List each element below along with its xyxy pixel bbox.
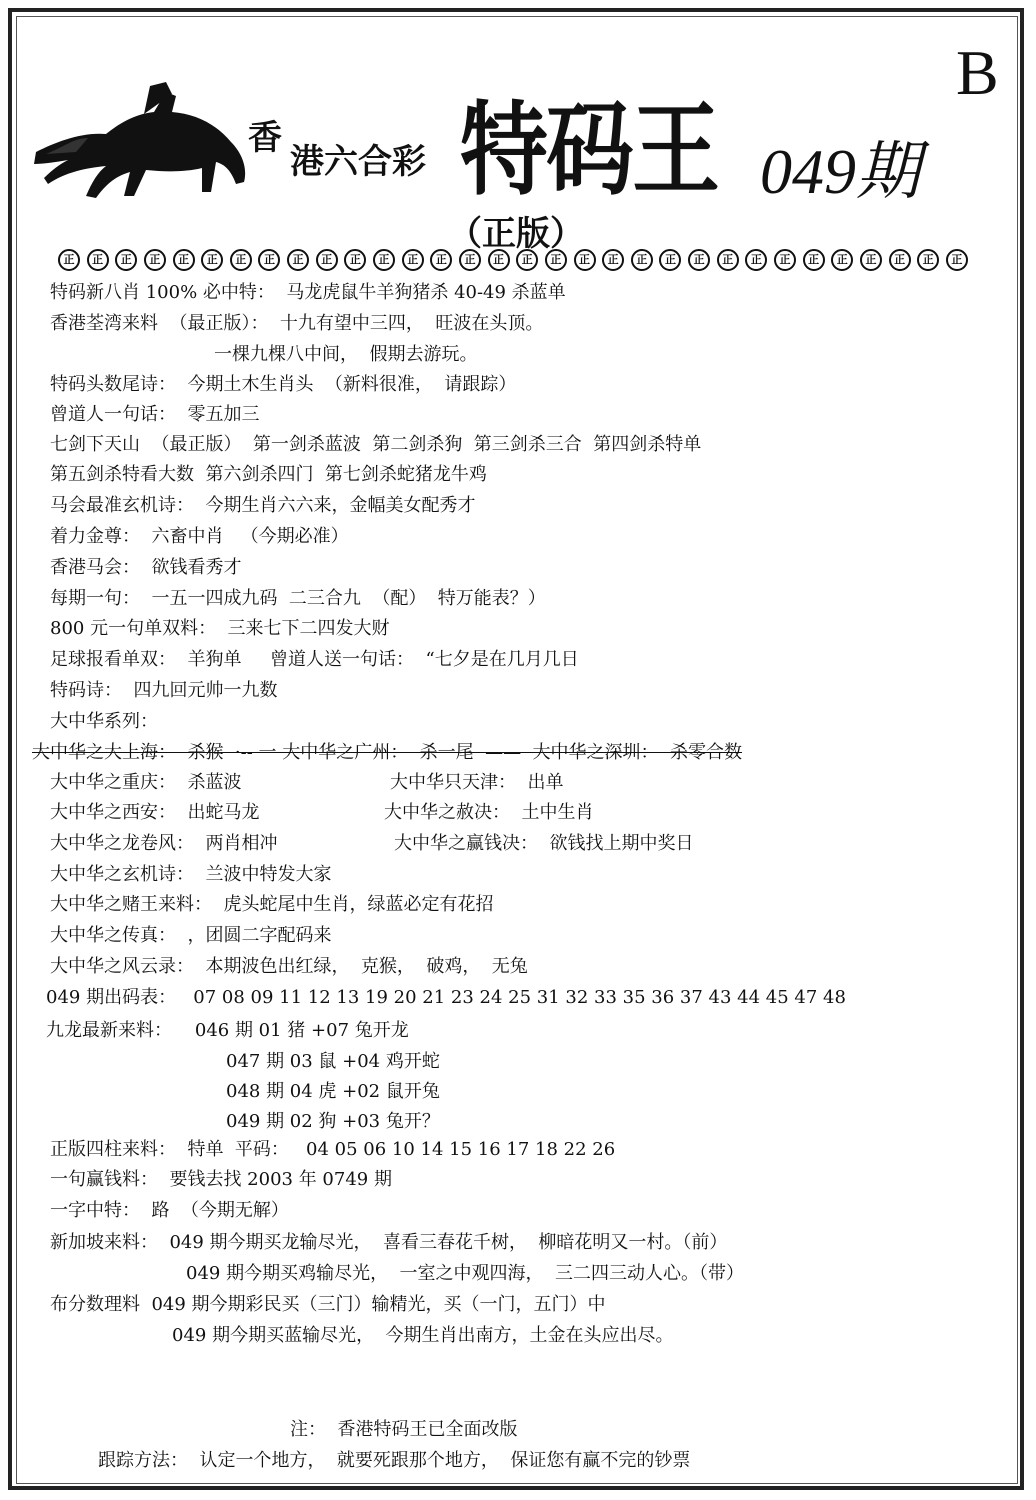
seal-mark: 正 [602,249,624,271]
seal-mark: 正 [717,249,739,271]
seal-mark: 正 [946,249,968,271]
horse-rider-logo [26,72,256,202]
line-football: 足球报看单双： 羊狗单 曾道人送一句话： “七夕是在几月几日 [50,649,579,670]
seal-mark: 正 [115,249,137,271]
line-shejue: 大中华之赦决： 土中生肖 [384,802,594,823]
line-xian: 大中华之西安： 出蛇马龙 [50,802,260,823]
line-greater-china: 大中华系列： [50,711,158,732]
line-four-pillars: 正版四柱来料： 特单 平码： 04 05 06 10 14 15 16 17 18 22 26 [50,1139,616,1160]
title-char-xiang: 香 [248,118,282,158]
seal-mark: 正 [344,249,366,271]
main-title: 特码王 [460,89,719,210]
title-hk-lottery: 港六合彩 [290,142,426,182]
line-kowloon-049: 049 期 02 狗 +03 兔开？ [226,1111,440,1132]
seal-mark: 正 [659,249,681,271]
seal-mark: 正 [574,249,596,271]
seal-mark: 正 [745,249,767,271]
seal-mark: 正 [287,249,309,271]
line-jinzun: 着力金尊： 六畜中肖 （今期必准） [50,526,349,547]
line-fax: 大中华之传真： ，团圆二字配码来 [50,925,332,946]
line-quanwan: 香港荃湾来料 （最正版）： 十九有望中三四， 旺波在头顶。 [50,313,544,334]
seal-mark: 正 [545,249,567,271]
issue-number: 049期 [760,136,920,207]
line-kowloon-048: 048 期 04 虎 +02 鼠开兔 [226,1081,440,1102]
seal-mark: 正 [58,249,80,271]
line-every-issue: 每期一句： 一五一四成九码 二三合九 （配） 特万能表？） [50,588,546,609]
seal-mark: 正 [516,249,538,271]
line-kowloon-046: 九龙最新来料： 046 期 01 猪 +07 兔开龙 [46,1020,409,1041]
seal-mark: 正 [860,249,882,271]
line-te-ma-ba-xiao: 特码新八肖 100% 必中特： 马龙虎鼠牛羊狗猪杀 40-49 杀蓝单 [50,282,566,303]
seal-mark: 正 [917,249,939,271]
line-one-word: 一字中特： 路 （今期无解） [50,1200,289,1221]
line-win-money: 大中华之赢钱决： 欲钱找上期中奖日 [394,833,694,854]
seal-mark: 正 [373,249,395,271]
seal-mark: 正 [774,249,796,271]
seal-mark: 正 [488,249,510,271]
seal-mark: 正 [459,249,481,271]
line-shanghai-guangzhou-shenzhen: 大中华之大上海： 杀猴 ·-- 一 大中华之广州： 杀一尾 —— 大中华之深圳： 杀零合数 [32,742,742,763]
seal-mark: 正 [258,249,280,271]
seal-mark: 正 [430,249,452,271]
line-te-ma-poem: 特码诗： 四九回元帅一九数 [50,680,278,701]
line-singapore: 新加坡来料： 049 期今期买龙输尽光， 喜看三春花千树， 柳暗花明又一村。（前） [50,1232,728,1253]
line-049-numbers: 049 期出码表： 07 08 09 11 12 13 19 20 21 23 24 25 31 32 33 35 36 37 43 44 45 47 48 [46,987,846,1008]
seal-mark: 正 [803,249,825,271]
seal-mark: 正 [230,249,252,271]
seal-mark: 正 [631,249,653,271]
line-seven-swords: 七剑下天山 （最正版） 第一剑杀蓝波 第二剑杀狗 第三剑杀三合 第四剑杀特单 [50,434,702,455]
seal-mark: 正 [173,249,195,271]
line-number-theory-2: 049 期今期买蓝输尽光， 今期生肖出南方，土金在头应出尽。 [172,1325,674,1346]
seal-mark: 正 [402,249,424,271]
corner-letter: B [956,37,999,108]
line-kowloon-047: 047 期 03 鼠 +04 鸡开蛇 [226,1051,440,1072]
note-line: 注： 香港特码王已全面改版 [290,1419,518,1440]
line-zeng-daoren: 曾道人一句话： 零五加三 [50,404,260,425]
line-quanwan-2: 一棵九棵八中间， 假期去游玩。 [214,344,478,365]
line-number-theory: 布分数理料 049 期今期彩民买（三门）输精光，买（一门，五门）中 [50,1294,606,1315]
line-mahui-poem: 马会最准玄机诗： 今期生肖六六来，金幅美女配秀才 [50,495,476,516]
line-tianjin: 大中华只天津： 出单 [390,772,564,793]
seal-mark: 正 [87,249,109,271]
line-800-yuan: 800 元一句单双料： 三来七下二四发大财 [50,618,390,639]
seal-mark: 正 [889,249,911,271]
tracking-line: 跟踪方法： 认定一个地方， 就要死跟那个地方， 保证您有赢不完的钞票 [98,1450,691,1471]
line-head-tail-poem: 特码头数尾诗： 今期土木生肖头 （新料很准， 请跟踪） [50,374,517,395]
line-mystic-poem: 大中华之玄机诗： 兰波中特发大家 [50,864,332,885]
edition-label: （正版） [448,214,584,254]
line-tornado: 大中华之龙卷风： 两肖相冲 [50,833,278,854]
line-chongqing: 大中华之重庆： 杀蓝波 [50,772,242,793]
line-seven-swords-2: 第五剑杀特看大数 第六剑杀四门 第七剑杀蛇猪龙牛鸡 [50,464,487,485]
seal-mark: 正 [316,249,338,271]
line-gambling-king: 大中华之赌王来料： 虎头蛇尾中生肖，绿蓝必定有花招 [50,894,494,915]
line-hk-jockey: 香港马会： 欲钱看秀才 [50,557,242,578]
seal-mark: 正 [144,249,166,271]
line-win-sentence: 一句赢钱料： 要钱去找 2003 年 0749 期 [50,1169,392,1190]
line-singapore-2: 049 期今期买鸡输尽光， 一室之中观四海， 三二四三动人心。（带） [186,1263,744,1284]
seal-mark: 正 [688,249,710,271]
seal-mark: 正 [831,249,853,271]
line-fengyun: 大中华之风云录： 本期波色出红绿， 克猴， 破鸡， 无兔 [50,956,528,977]
seal-mark: 正 [201,249,223,271]
seal-row [58,249,968,271]
